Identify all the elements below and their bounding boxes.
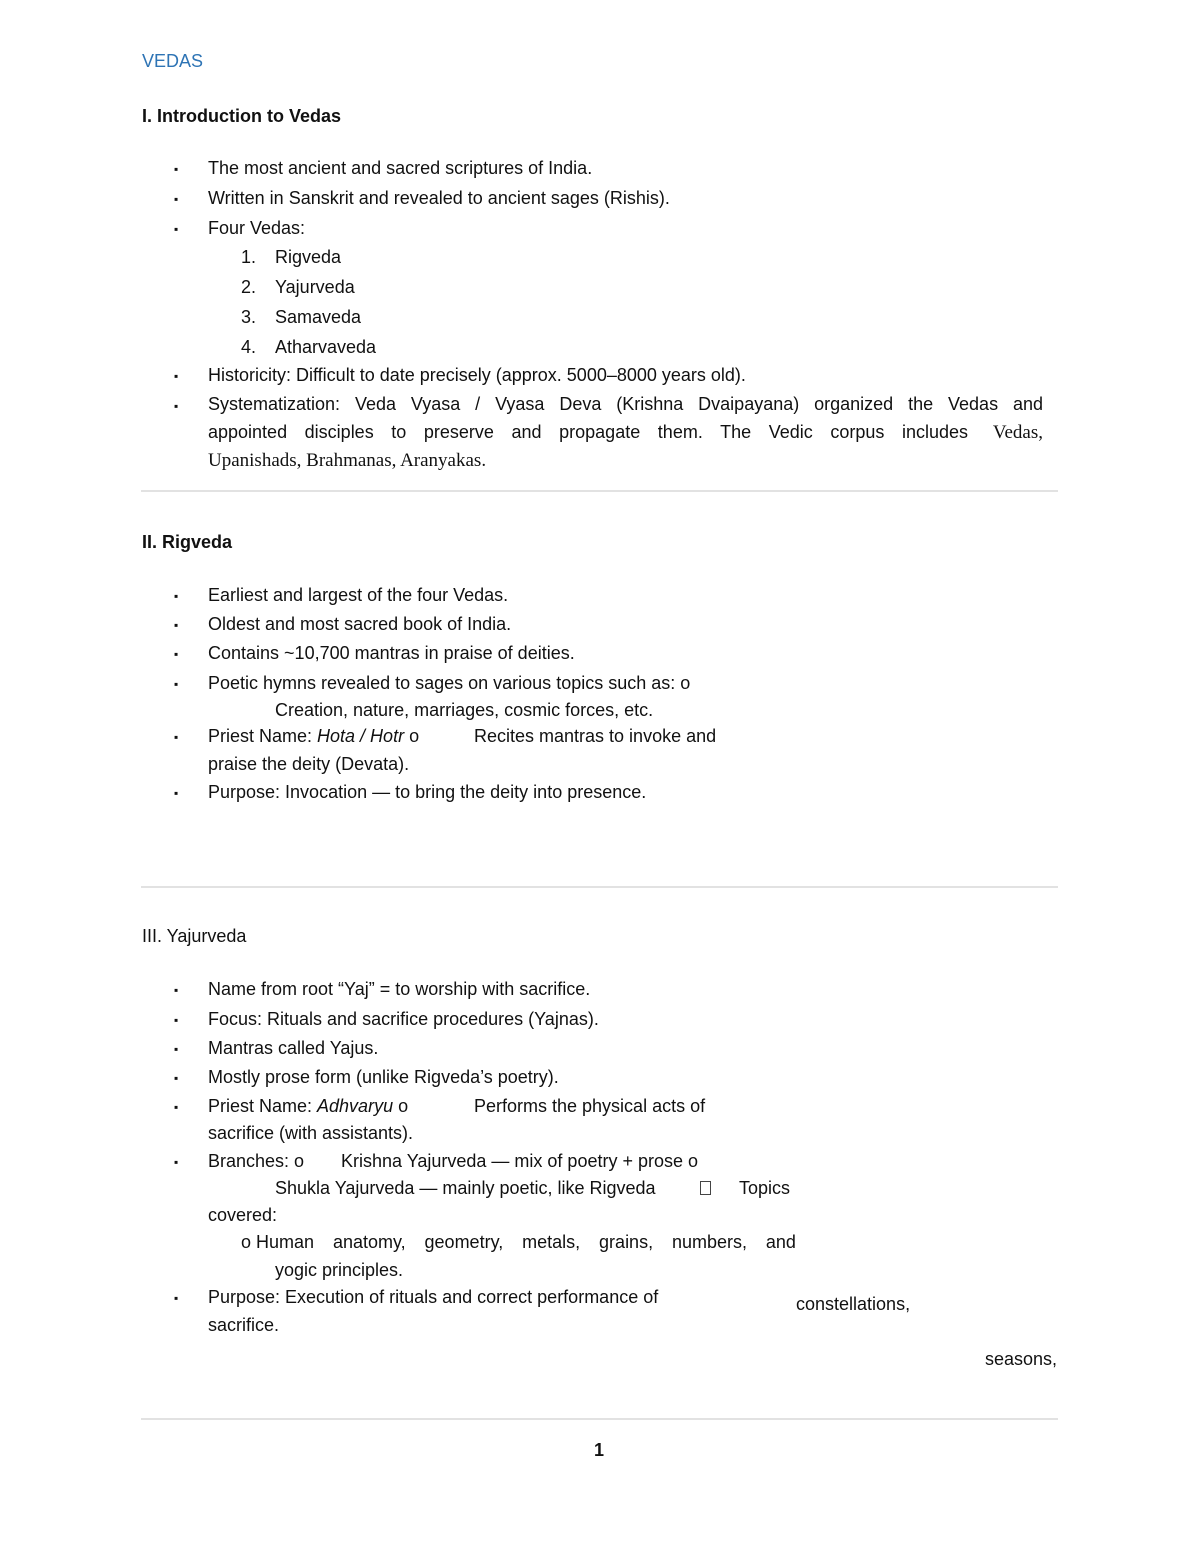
yajurveda-bullet-7-line-2: sacrifice. [208,1315,280,1335]
priest-label: Priest Name: [208,726,318,746]
yajurveda-bullet-6-line-2: Shukla Yajurveda — mainly poetic, like Rigveda [275,1178,656,1198]
list-item-number: 4. [241,337,257,357]
intro-bullet-4: Historicity: Difficult to date precisely (approx. 5000–8000 years old). [208,365,746,385]
bullet-icon: ▪ [174,589,179,603]
sub-bullet-marker: o [393,1096,409,1116]
yajurveda-bullet-6-label: Branches: o [208,1151,305,1171]
yajurveda-bullet-6-line-5: yogic principles. [275,1260,404,1280]
document-header: VEDAS [142,51,204,71]
rigveda-bullet-4-line-1: Poetic hymns revealed to sages on various topics such as: o [208,673,691,693]
intro-bullet-5-line-1: Systematization: Veda Vyasa / Vyasa Deva (Krishna Dvaipayana) organized the Vedas and [208,394,1043,414]
priest-label: Priest Name: [208,1096,318,1116]
bullet-icon: ▪ [174,983,179,997]
section-heading-introduction: I. Introduction to Vedas [142,106,342,126]
yajurveda-bullet-7-line-1: Purpose: Execution of rituals and correct performance of [208,1287,659,1307]
rigveda-bullet-1: Earliest and largest of the four Vedas. [208,585,509,605]
word: numbers, [671,1232,748,1252]
bullet-icon: ▪ [174,647,179,661]
section-heading-rigveda: II. Rigveda [142,532,233,552]
section-divider [141,490,1058,492]
yajurveda-bullet-6-line-3: covered: [208,1205,278,1225]
floating-text-constellations: constellations, [796,1294,911,1314]
section-divider [141,886,1058,888]
intro-bullet-1: The most ancient and sacred scriptures of India. [208,158,593,178]
yajurveda-bullet-5-rest: Performs the physical acts of [474,1096,706,1116]
yajurveda-bullet-6-line-4 [241,1233,796,1251]
list-item-rigveda: Rigveda [275,247,342,267]
section-divider [141,1418,1058,1420]
floating-text-seasons: seasons, [984,1349,1057,1369]
bullet-icon: ▪ [174,1155,179,1169]
yajurveda-bullet-5-line-1 [208,1097,408,1115]
missing-glyph-icon [700,1181,711,1195]
rigveda-bullet-3: Contains ~10,700 mantras in praise of deities. [208,643,575,663]
bullet-icon: ▪ [174,618,179,632]
list-item-number: 3. [241,307,257,327]
intro-bullet-3: Four Vedas: [208,218,306,238]
yajurveda-bullet-1: Name from root “Yaj” = to worship with sacrifice. [208,979,591,999]
list-item-atharvaveda: Atharvaveda [275,337,377,357]
bullet-icon: ▪ [174,192,179,206]
section-heading-yajurveda: III. Yajurveda [142,926,247,946]
intro-bullet-5-line-2-text: appointed disciples to preserve and propagate them. The Vedic corpus includes [208,422,968,442]
list-item-number: 1. [241,247,257,267]
list-item-yajurveda: Yajurveda [275,277,355,297]
bullet-icon: ▪ [174,1100,179,1114]
rigveda-bullet-5-line-1 [208,727,419,745]
word: o Human [241,1232,315,1252]
bullet-icon: ▪ [174,222,179,236]
intro-bullet-5-line-2-serif: Vedas, [992,422,1043,443]
word: geometry, [424,1232,504,1252]
rigveda-bullet-6: Purpose: Invocation — to bring the deity into presence. [208,782,647,802]
bullet-icon: ▪ [174,369,179,383]
word: metals, [522,1232,581,1252]
bullet-icon: ▪ [174,1013,179,1027]
intro-bullet-2: Written in Sanskrit and revealed to ancient sages (Rishis). [208,188,670,208]
bullet-icon: ▪ [174,786,179,800]
rigveda-bullet-4-line-2: Creation, nature, marriages, cosmic forces, etc. [275,700,654,720]
list-item-number: 2. [241,277,257,297]
bullet-icon: ▪ [174,399,179,413]
rigveda-bullet-5-rest: Recites mantras to invoke and [474,726,717,746]
bullet-icon: ▪ [174,162,179,176]
yajurveda-bullet-6-line-2-end: Topics [739,1178,791,1198]
bullet-icon: ▪ [174,1071,179,1085]
yajurveda-bullet-6-rest: Krishna Yajurveda — mix of poetry + prose o [341,1151,699,1171]
intro-bullet-5-line-2 [208,423,1043,442]
rigveda-bullet-2: Oldest and most sacred book of India. [208,614,512,634]
page-number: 1 [594,1440,605,1460]
word: and [765,1232,796,1252]
word: anatomy, [332,1232,406,1252]
intro-bullet-5-line-3: Upanishads, Brahmanas, Aranyakas. [208,450,487,471]
priest-name: Hota / Hotr [317,726,405,746]
sub-bullet-marker: o [404,726,420,746]
priest-name: Adhvaryu [317,1096,394,1116]
bullet-icon: ▪ [174,1291,179,1305]
bullet-icon: ▪ [174,730,179,744]
word: grains, [599,1232,654,1252]
yajurveda-bullet-3: Mantras called Yajus. [208,1038,379,1058]
rigveda-bullet-5-line-2: praise the deity (Devata). [208,754,410,774]
yajurveda-bullet-2: Focus: Rituals and sacrifice procedures (Yajnas). [208,1009,599,1029]
bullet-icon: ▪ [174,1042,179,1056]
list-item-samaveda: Samaveda [275,307,362,327]
yajurveda-bullet-5-line-2: sacrifice (with assistants). [208,1123,414,1143]
yajurveda-bullet-4: Mostly prose form (unlike Rigveda’s poetry). [208,1067,559,1087]
bullet-icon: ▪ [174,677,179,691]
